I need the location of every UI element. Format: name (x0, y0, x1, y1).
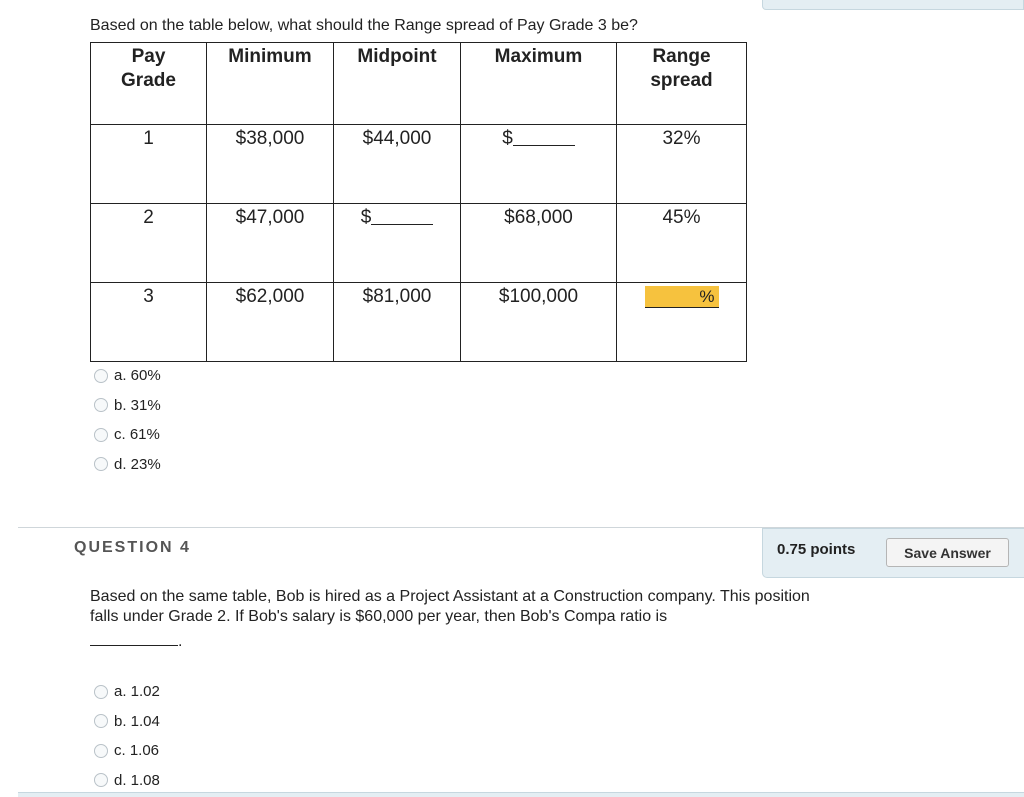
answer-blank: . (90, 633, 182, 651)
cell-grade: 1 (91, 125, 207, 204)
header-minimum: Minimum (207, 43, 334, 125)
cell-grade: 2 (91, 204, 207, 283)
cell-maximum: $ (461, 125, 617, 204)
radio-button[interactable] (94, 457, 108, 471)
bottom-panel-edge (18, 792, 1024, 797)
save-answer-button[interactable]: Save Answer (886, 538, 1009, 567)
option-b[interactable] (94, 391, 161, 421)
cell-minimum: $47,000 (207, 204, 334, 283)
radio-button[interactable] (94, 428, 108, 442)
question-4-text: Based on the same table, Bob is hired as a Project Assistant at a Construction company. This position falls under Grade 2. If Bob's salary is $60,000 per year, then Bob's Compa ratio is (90, 588, 810, 625)
header-midpoint: Midpoint (334, 43, 461, 125)
radio-button[interactable] (94, 685, 108, 699)
option-label: c. 61% (114, 426, 160, 444)
blank-line (513, 128, 575, 146)
option-label: b. 31% (114, 396, 161, 414)
radio-button[interactable] (94, 369, 108, 383)
radio-button[interactable] (94, 773, 108, 787)
highlighted-blank: % (645, 286, 719, 308)
question-4-options (94, 677, 160, 795)
header-pay-grade: Pay Grade (91, 43, 207, 125)
option-a[interactable] (94, 361, 161, 391)
option-d[interactable] (94, 450, 161, 480)
table-row (91, 204, 747, 283)
radio-button[interactable] (94, 744, 108, 758)
option-label: d. 23% (114, 455, 161, 473)
option-b[interactable] (94, 707, 160, 737)
cell-maximum: $100,000 (461, 283, 617, 362)
question-3-text: Based on the table below, what should the Range spread of Pay Grade 3 be? (90, 17, 638, 34)
table-row (91, 125, 747, 204)
table-header-row (91, 43, 747, 125)
cell-minimum: $38,000 (207, 125, 334, 204)
option-label: c. 1.06 (114, 742, 160, 760)
points-value: 0.75 points (777, 541, 856, 558)
radio-button[interactable] (94, 398, 108, 412)
radio-button[interactable] (94, 714, 108, 728)
header-range-spread: Range spread (617, 43, 747, 125)
header-maximum: Maximum (461, 43, 617, 125)
blank-line (371, 207, 433, 225)
option-label: d. 1.08 (114, 771, 160, 789)
pay-grade-table (90, 42, 747, 362)
option-a[interactable] (94, 677, 160, 707)
points-panel (762, 528, 1024, 578)
top-points-panel-edge (762, 0, 1024, 10)
cell-range-spread (617, 283, 747, 362)
cell-midpoint: $81,000 (334, 283, 461, 362)
cell-minimum: $62,000 (207, 283, 334, 362)
cell-grade: 3 (91, 283, 207, 362)
cell-range-spread: 45% (617, 204, 747, 283)
option-d[interactable] (94, 766, 160, 796)
blank-line (90, 634, 178, 646)
cell-maximum: $68,000 (461, 204, 617, 283)
option-label: b. 1.04 (114, 712, 160, 730)
question-4-label: QUESTION 4 (74, 539, 191, 556)
option-label: a. 60% (114, 367, 161, 385)
question-3-options (94, 361, 161, 479)
option-c[interactable] (94, 736, 160, 766)
cell-midpoint: $44,000 (334, 125, 461, 204)
cell-midpoint: $ (334, 204, 461, 283)
option-label: a. 1.02 (114, 683, 160, 701)
cell-range-spread: 32% (617, 125, 747, 204)
table-row (91, 283, 747, 362)
option-c[interactable] (94, 420, 161, 450)
